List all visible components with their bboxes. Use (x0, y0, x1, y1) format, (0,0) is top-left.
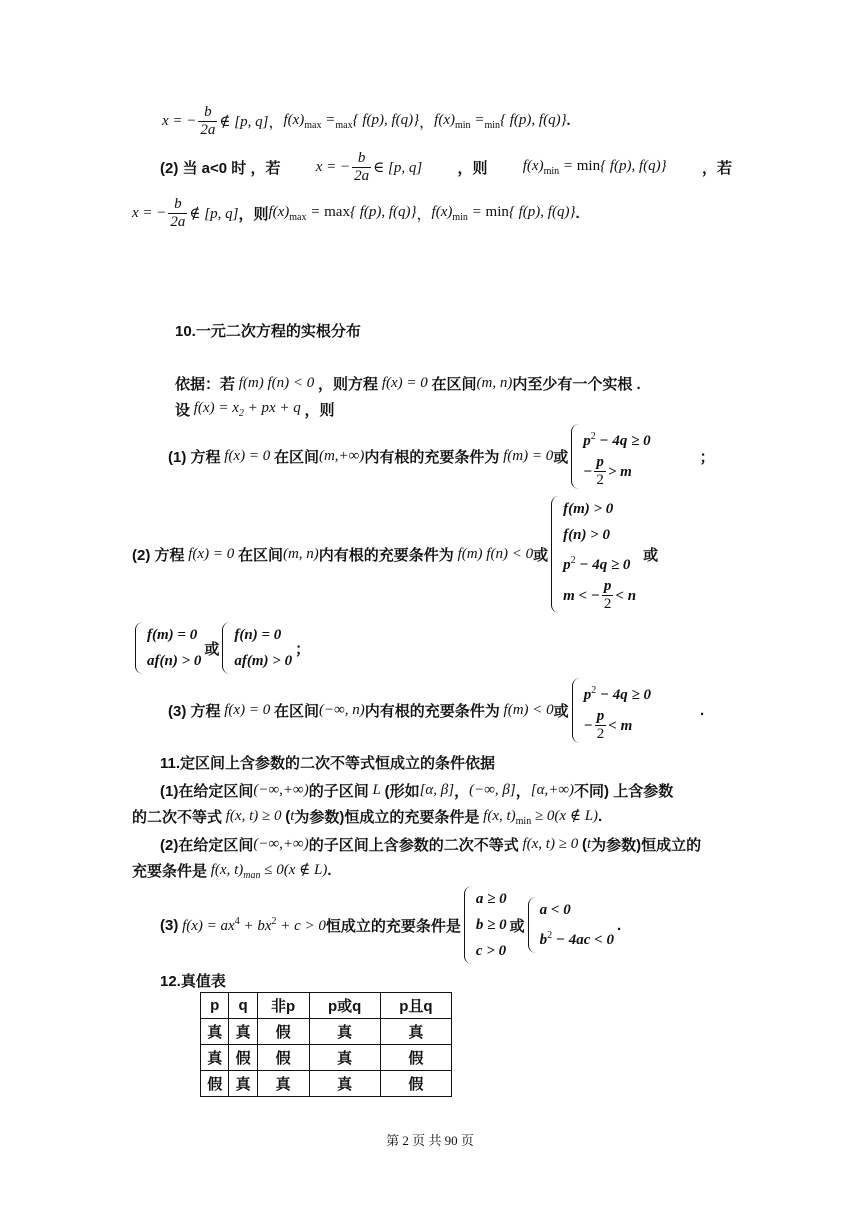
table-cell: 假 (257, 1045, 309, 1071)
table-header-cell: q (229, 993, 257, 1019)
table-row (201, 1019, 452, 1045)
table-cell: 假 (201, 1071, 229, 1097)
s11-item2-line1: (2)在给定区间 (−∞,+∞) 的子区间上含参数的二次不等式 f(x, t) ≥ 0 ( t 为参数)恒成立的 (160, 836, 702, 854)
table-cell: 真 (229, 1071, 257, 1097)
table-header-cell: p且q (380, 993, 451, 1019)
case-2-root: (2) 方程 f(x) = 0 在区间 (m, n) 内有根的充要条件为 f(m) f(n) < 0 或 f(m) > 0 f(n) > 0 $p^2 - 4q \ge 0$ m < − $\frac{p}{2}$ < n 或 (132, 496, 658, 613)
s11-item3: (3) $f(x) = ax^4 + bx^2 + c > 0$ 恒成立的充要条件是 a ≥ 0 b ≥ 0 c > 0 或 a < 0 $b^2 - 4ac < 0$ . (160, 886, 621, 964)
table-header-cell: p (201, 993, 229, 1019)
table-cell: 真 (380, 1019, 451, 1045)
page-footer: 第 2 页 共 90 页 (386, 1133, 474, 1148)
truth-table (200, 992, 452, 1097)
basis-line: 依据：若 f(m) f(n) < 0 ，则方程 f(x) = 0 在区间 (m, n) 内至少有一个实根 . (175, 375, 641, 393)
case-1-root: (1) 方程 f(x) = 0 在区间 (m,+∞) 内有根的充要条件为 f(m) = 0 或 $p^2 - 4q \ge 0$ − $\frac{p}{2}$ > m ； (168, 424, 715, 489)
assume-line: 设 $f(x) = x_2$ + px + q ，则 (175, 400, 335, 419)
case-2-line-cont: x = − $\frac{b}{2a}$ ∉ [p, q] ，则 $f(x)_{max} = \max${ f(p), f(q)} ， $f(x)_{min} = \min${ f(p), f(q)} . (132, 196, 580, 230)
table-row (201, 1045, 452, 1071)
table-cell: 真 (229, 1019, 257, 1045)
section-10-title: 10.一元二次方程的实根分布 (175, 323, 361, 340)
section-11-title: 11.定区间上含参数的二次不等式恒成立的条件依据 (160, 755, 496, 772)
table-header-cell: 非p (257, 993, 309, 1019)
case-3-root: (3) 方程 f(x) = 0 在区间 (−∞, n) 内有根的充要条件为 f(m) < 0 或 $p^2 - 4q \ge 0$ − $\frac{p}{2}$ < m . (168, 678, 704, 743)
s11-item2-line2: 充要条件是 f(x, $t)_{man} \le 0(x$ ∉ L) . (132, 862, 332, 881)
table-row (201, 1071, 452, 1097)
table-header-cell: p或q (309, 993, 380, 1019)
s11-item1-line1: (1)在给定区间 (−∞,+∞) 的子区间 L (形如 [α, β] ， (−∞, β] ， [α,+∞) 不同) 上含参数 (160, 782, 674, 800)
table-cell: 真 (309, 1071, 380, 1097)
table-cell: 假 (257, 1019, 309, 1045)
section-12-title: 12.真值表 (160, 973, 226, 990)
table-cell: 假 (380, 1045, 451, 1071)
table-cell: 真 (257, 1071, 309, 1097)
s11-item1-line2: 的二次不等式 f(x, t) ≥ 0 ( t 为参数)恒成立的充要条件是 f(x, $t)_{min} \ge 0(x$ ∉ L) . (132, 808, 603, 827)
table-cell: 真 (309, 1045, 380, 1071)
case-2-line: (2) 当 a<0 时 ，若 x = − $\frac{b}{2a}$ ∈ [p, q] ，则 $f(x)_{min} = \min${ f(p), f(q)} ，若 (160, 150, 732, 184)
table-header-row (201, 993, 452, 1019)
table-cell: 假 (380, 1071, 451, 1097)
table-cell: 假 (229, 1045, 257, 1071)
table-cell: 真 (201, 1019, 229, 1045)
table-cell: 真 (201, 1045, 229, 1071)
table-cell: 真 (309, 1019, 380, 1045)
case-2-root-cont: f(m) = 0 af(n) > 0 或 f(n) = 0 af(m) > 0 ； (132, 622, 310, 674)
formula-line-1: x = − $\frac{b}{2a}$ ∉ [p, q] ， $f(x)_{max} =_{max}${ f(p), f(q)} ， $f(x)_{min} =_{min}${ f(p), f(q)} . (162, 104, 571, 138)
